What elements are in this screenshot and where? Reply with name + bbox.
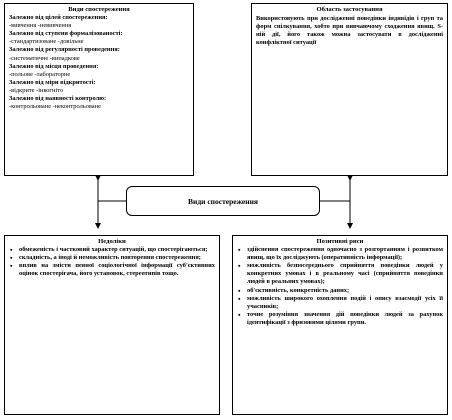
classification-box: [4, 3, 194, 176]
application-box: [251, 3, 448, 176]
advantages-list: [237, 246, 443, 327]
classification-types: -польове -лабораторне: [9, 70, 71, 78]
classification-criterion: Залежно від регулярності проведення:: [9, 46, 120, 54]
classification-types: -відкрите -інкогніто: [9, 86, 64, 94]
advantage-item: ▪ можливість безпосереднього сприйняття поведінки людей у конкретних умовах і в реальному часі (сприйняття поведінки людей в реальних умовах);: [247, 262, 443, 286]
disadvantage-item: ▪ обмеженість і частковий характер ситуацій, що спостерігаються;: [19, 246, 215, 254]
disadvantages-box: [4, 235, 220, 415]
disadvantages-title: Недоліки: [98, 238, 126, 245]
disadvantage-item: ▪ вплив на змісти певної соціологічної інформації суб'єктивних оцінок спостерігача, його установок, стереотипів тощо.: [19, 262, 215, 278]
application-title: Область застосування: [316, 6, 383, 13]
classification-criterion: Залежно від місця проведення:: [9, 62, 99, 70]
classification-types: -вивчення -невивчення: [9, 22, 72, 30]
classification-types: -стандартизоване -довільне: [9, 38, 84, 46]
classification-criterion: Залежно від ступеня формалізованості:: [9, 30, 123, 38]
classification-criterion: Залежно від наявності контролю:: [9, 95, 107, 103]
advantage-item: ▪ можливість широкого охоплення подій і опису взаємодії усіх її учасників;: [247, 295, 443, 311]
center-label: Види спостереження: [188, 196, 258, 206]
disadvantage-item: ▪ складність, а іноді й неможливість повторення спостереження;: [19, 254, 215, 262]
classification-criterion: Залежно від цілей спостереження:: [9, 14, 108, 22]
disadvantages-list: [9, 246, 215, 278]
classification-criterion: Залежно від міри відкритості:: [9, 78, 96, 86]
advantages-box: [232, 235, 448, 415]
center-box: [126, 186, 320, 216]
classification-title: Види спостереження: [68, 6, 130, 13]
advantage-item: ▪ об'єктивність, конкретність даних;: [247, 287, 443, 295]
classification-types: -контрольоване -неконтрольоване: [9, 103, 101, 111]
classification-types: -систематичне -випадкове: [9, 54, 80, 62]
classification-lines: [9, 14, 189, 111]
advantage-item: ▪ здійснення спостереження одночасно з розгортанням і розвитком явищ, що їх досліджують (оперативність інформації);: [247, 246, 443, 262]
advantage-item: ▪ точне розуміння значення дій поведінки людей за рахунок ідентифікації з фризовими цілями групи.: [247, 311, 443, 327]
advantages-title: Позитивні риси: [316, 238, 364, 245]
application-text: Використовують при дослідженні поведінки індивідів і груп та форм спілкування, хобто при вивчаючому сходження явищ. S-ній дії, його також можна застосувати в дослідженні конфліктної ситуації: [256, 15, 443, 47]
